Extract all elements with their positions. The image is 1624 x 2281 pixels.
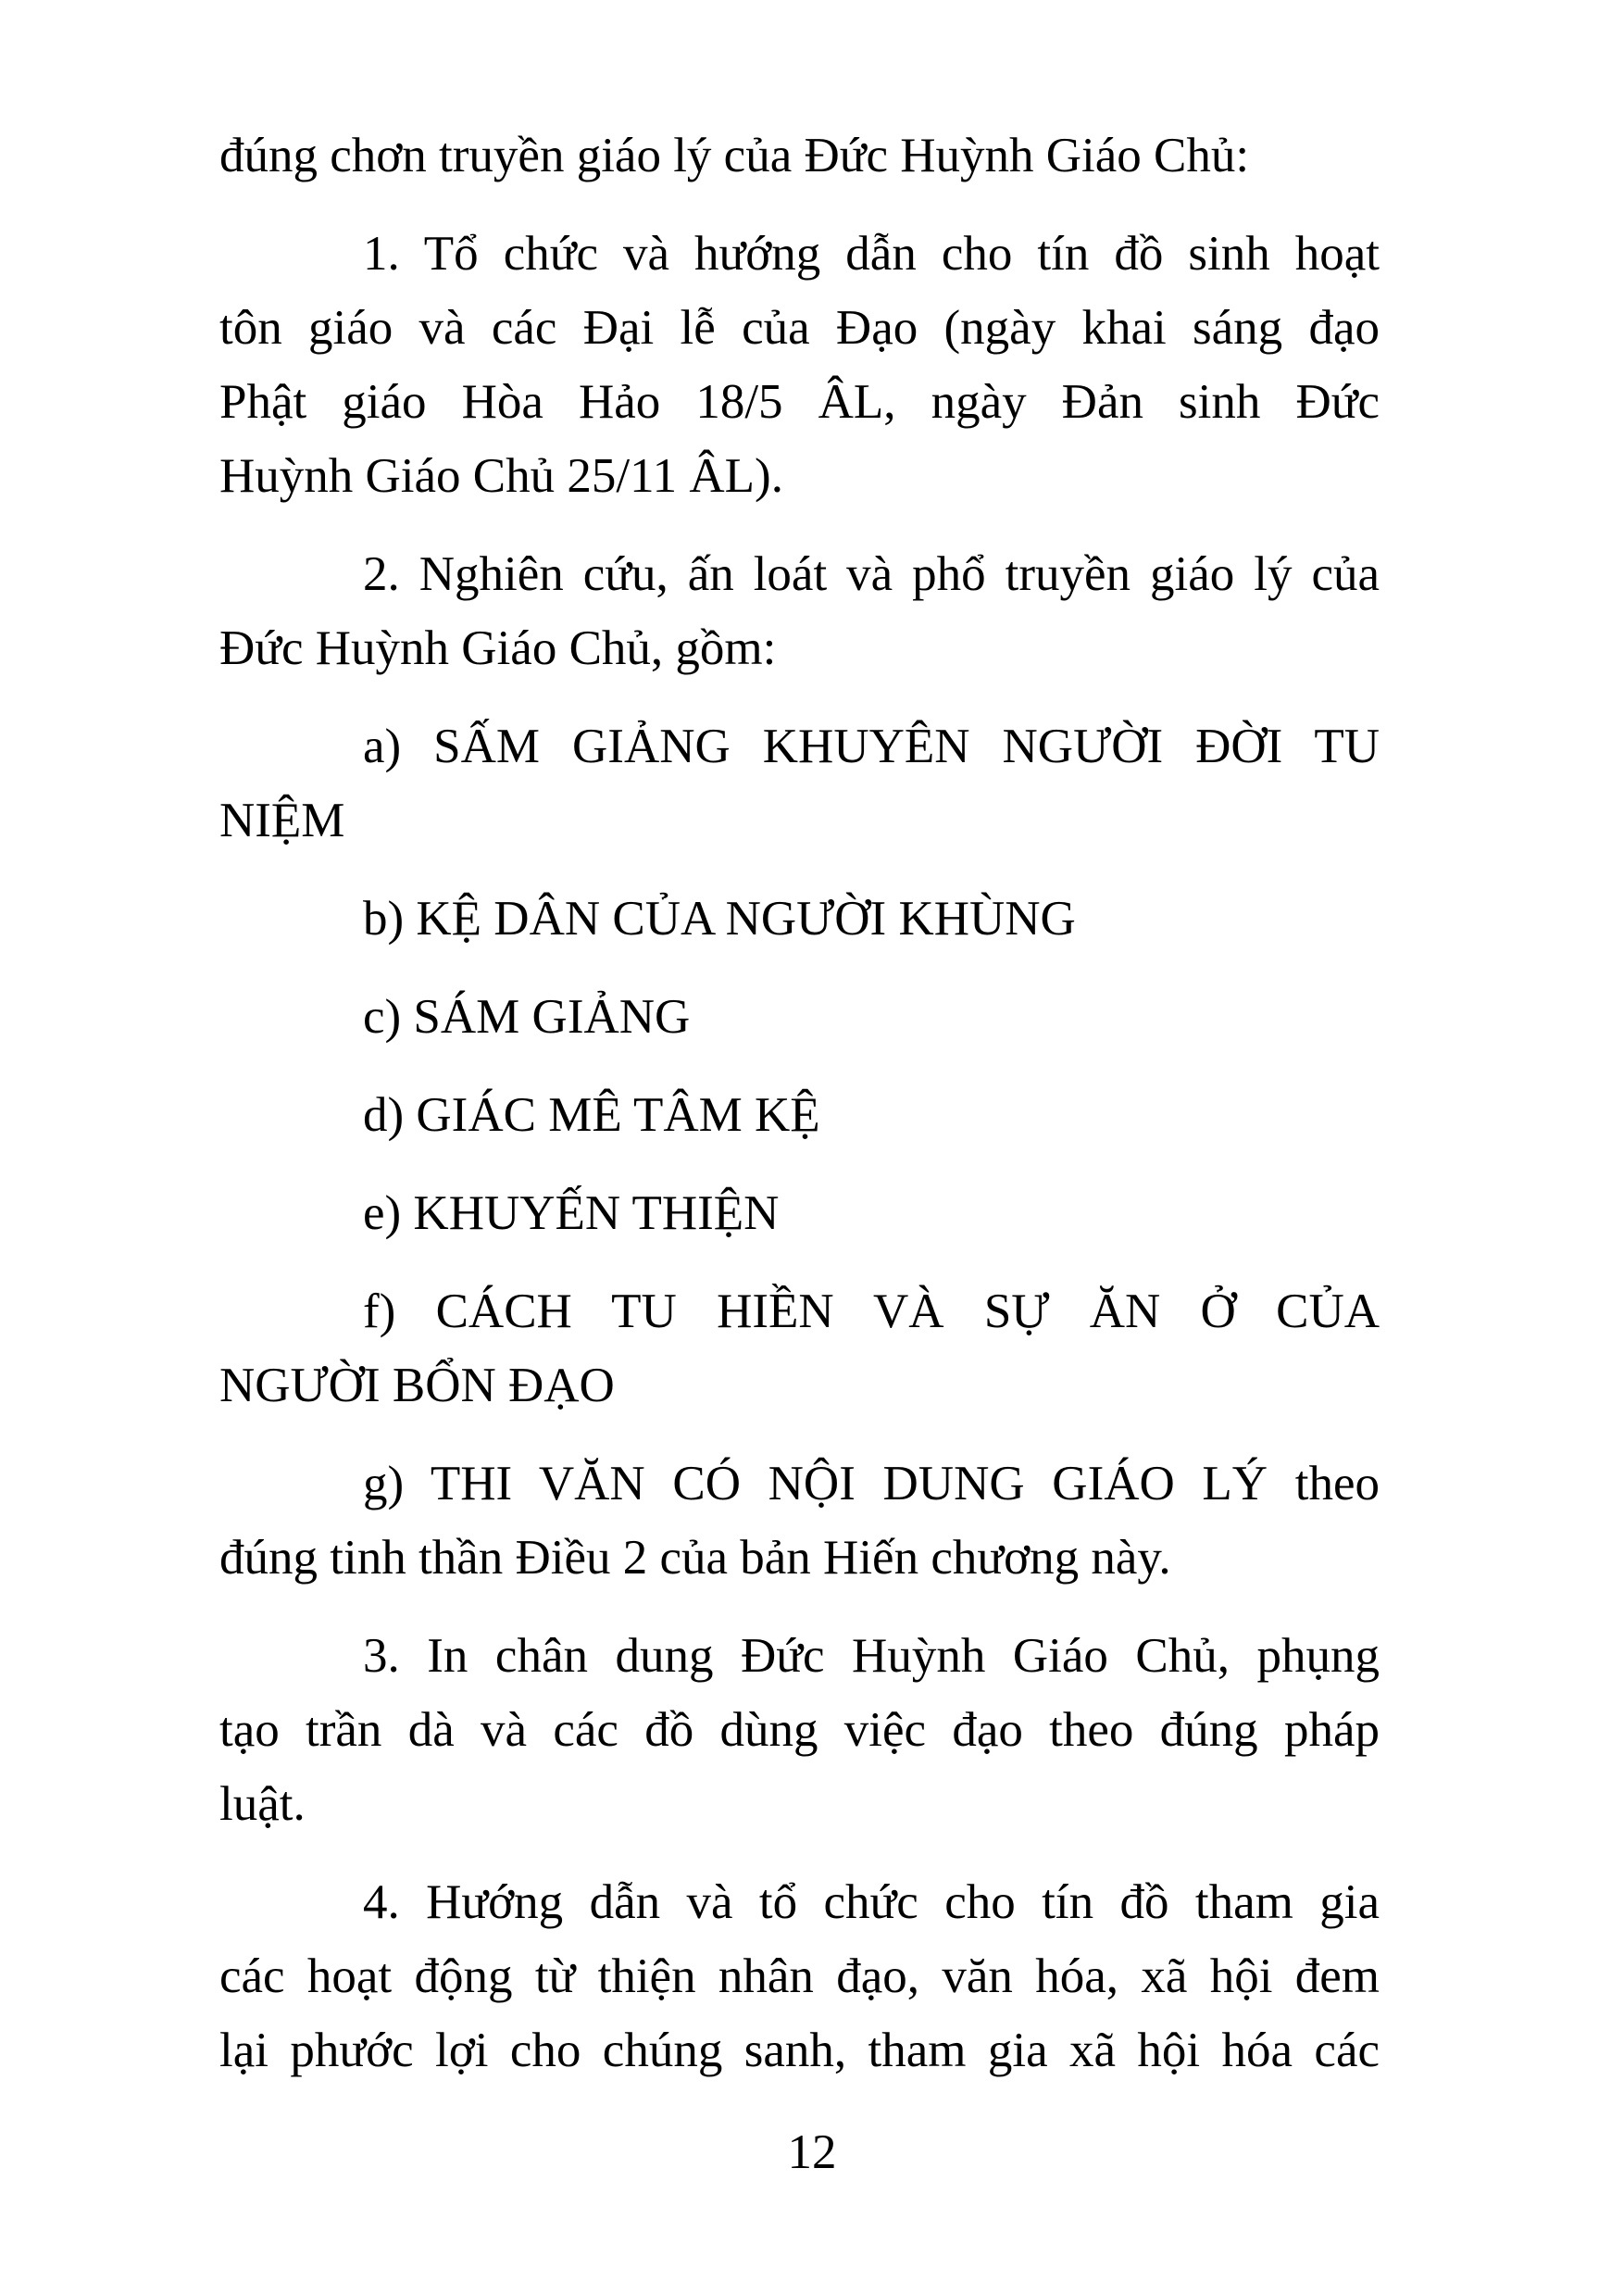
- text-line: Phật giáo Hòa Hảo 18/5 ÂL, ngày Đản sinh Đức: [219, 375, 1380, 429]
- text-line: g) THI VĂN CÓ NỘI DUNG GIÁO LÝ theo: [363, 1457, 1380, 1510]
- text-line: Huỳnh Giáo Chủ 25/11 ÂL).: [219, 449, 783, 503]
- text-line: e) KHUYẾN THIỆN: [363, 1186, 780, 1240]
- text-line: b) KỆ DÂN CỦA NGƯỜI KHÙNG: [363, 892, 1076, 946]
- text-line: d) GIÁC MÊ TÂM KỆ: [363, 1088, 820, 1142]
- text-line: luật.: [219, 1777, 306, 1831]
- text-line: các hoạt động từ thiện nhân đạo, văn hóa, xã hội đem: [219, 1949, 1380, 2003]
- text-line: NGƯỜI BỔN ĐẠO: [219, 1359, 615, 1412]
- text-line: 1. Tổ chức và hướng dẫn cho tín đồ sinh hoạt: [363, 227, 1380, 281]
- text-line: 3. In chân dung Đức Huỳnh Giáo Chủ, phụng: [363, 1629, 1380, 1683]
- text-line: f) CÁCH TU HIỀN VÀ SỰ ĂN Ở CỦA: [363, 1285, 1380, 1338]
- text-line: đúng tinh thần Điều 2 của bản Hiến chương này.: [219, 1531, 1171, 1585]
- page-number: 12: [787, 2125, 837, 2179]
- text-line: 4. Hướng dẫn và tổ chức cho tín đồ tham gia: [363, 1875, 1380, 1929]
- text-line: tôn giáo và các Đại lễ của Đạo (ngày khai sáng đạo: [219, 301, 1380, 355]
- text-line: c) SÁM GIẢNG: [363, 990, 691, 1044]
- text-line: Đức Huỳnh Giáo Chủ, gồm:: [219, 621, 777, 675]
- text-line: đúng chơn truyền giáo lý của Đức Huỳnh Giáo Chủ:: [219, 129, 1250, 182]
- text-line: a) SẤM GIẢNG KHUYÊN NGƯỜI ĐỜI TU: [363, 720, 1380, 773]
- text-block: [219, 119, 1380, 2087]
- text-line: tạo trần dà và các đồ dùng việc đạo theo đúng pháp: [219, 1703, 1380, 1757]
- text-line: lại phước lợi cho chúng sanh, tham gia xã hội hóa các: [219, 2024, 1380, 2077]
- text-line: NIỆM: [219, 794, 345, 847]
- text-line: 2. Nghiên cứu, ấn loát và phổ truyền giáo lý của: [363, 547, 1380, 601]
